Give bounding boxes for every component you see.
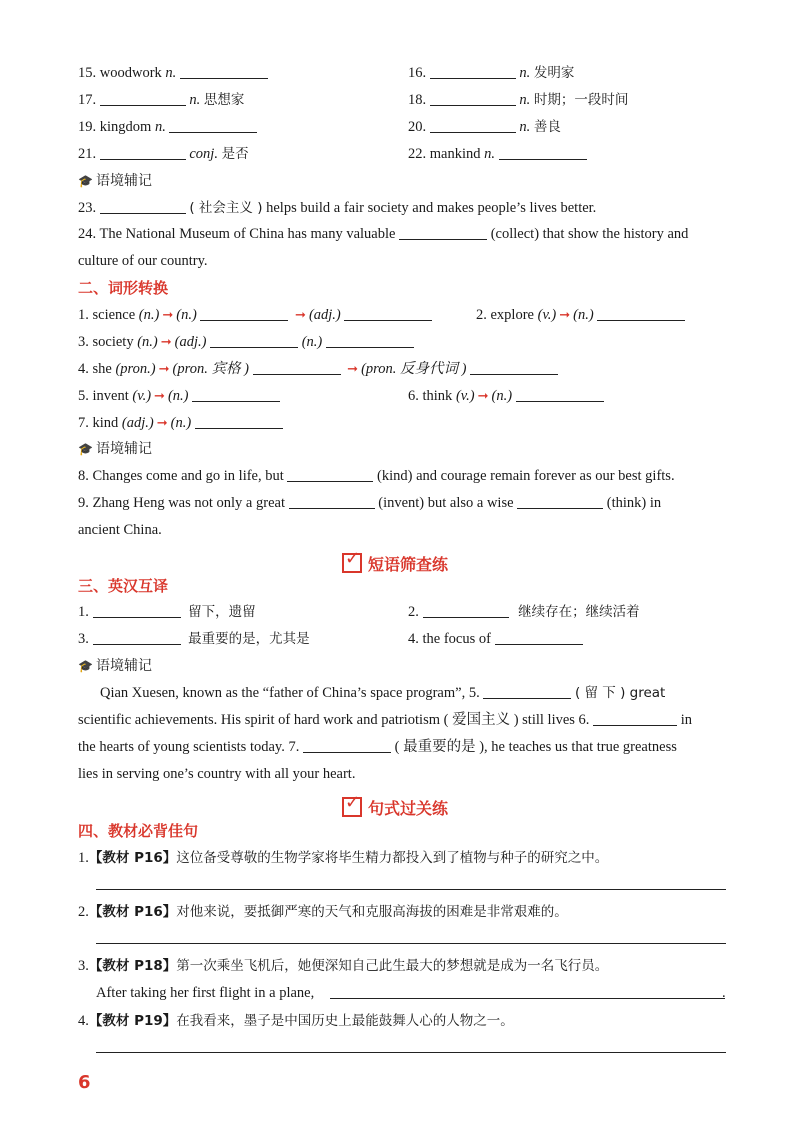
page-number: 6 (78, 1072, 91, 1093)
word-form-1 (78, 306, 432, 325)
answer-blank[interactable] (93, 630, 181, 645)
part-of-speech: (n.) (491, 388, 513, 404)
answer-line[interactable] (330, 998, 725, 999)
passage-line-2 (78, 711, 692, 729)
arrow-icon: ➞ (559, 308, 571, 323)
sentence-text: 8. Changes come and go in life, but (78, 468, 284, 484)
item-text: 22. mankind (408, 146, 481, 162)
chinese-sentence: 这位备受尊敬的生物学家将毕生精力都投入到了植物与种子的研究之中。 (176, 850, 609, 866)
answer-blank[interactable] (289, 494, 375, 509)
answer-blank[interactable] (253, 360, 341, 375)
answer-blank[interactable] (169, 118, 257, 133)
sentence-text: 24. The National Museum of China has many valuable (78, 226, 396, 242)
part-of-speech: (n.) (176, 307, 197, 323)
item-number: 23. (78, 200, 97, 216)
vocab-item-21 (78, 145, 249, 163)
arrow-icon: ➞ (347, 362, 359, 377)
answer-blank[interactable] (326, 333, 414, 348)
part-of-speech: (adj.) (121, 415, 154, 431)
answer-line[interactable] (96, 943, 726, 944)
arrow-icon: ➞ (154, 389, 165, 404)
item-number: 2. (408, 604, 419, 620)
part-of-speech: (n.) (167, 388, 189, 404)
translation-item-2 (78, 903, 568, 921)
arrow-icon: ➞ (295, 308, 306, 323)
item-text: 15. woodwork (78, 65, 162, 81)
context-label (78, 172, 152, 190)
textbook-tag: 【教材 P16】 (88, 850, 177, 866)
phrase-item-2 (408, 603, 640, 621)
part-of-speech: n. (519, 119, 531, 135)
item-number: 18. (408, 92, 427, 108)
meaning: 思想家 (203, 92, 245, 108)
item-number: 1. (78, 850, 89, 866)
word: 6. think (408, 388, 453, 404)
word: 1. science (78, 307, 136, 323)
phrase-item-4 (408, 630, 583, 648)
sentence-text: (invent) but also a wise (378, 495, 514, 511)
sentence-text: (kind) and courage remain forever as our best gifts. (377, 468, 675, 484)
context-label-text: 语境辅记 (95, 173, 152, 189)
sentence-text: helps build a fair society and makes people’s lives better. (266, 200, 597, 216)
item-number: 3. (78, 631, 89, 647)
word-form-7 (78, 414, 283, 433)
meaning: 继续存在；继续活着 (518, 604, 640, 620)
item-number: 4. (78, 1013, 89, 1029)
item-number: 20. (408, 119, 427, 135)
vocab-item-20 (408, 118, 561, 136)
part-of-speech: (adj.) (308, 307, 341, 323)
answer-blank[interactable] (180, 64, 268, 79)
passage-text: ( 留 下 ) great (574, 685, 666, 701)
phrase-item-3 (78, 630, 310, 648)
vocab-item-19 (78, 118, 257, 136)
part-of-speech: n. (519, 92, 531, 108)
answer-blank[interactable] (430, 64, 516, 79)
meaning: 留下，遗留 (188, 604, 256, 620)
sentence-continuation: culture of our country. (78, 253, 208, 269)
sentence-24 (78, 225, 688, 243)
context-label (78, 657, 152, 675)
banner-phrase-practice (342, 553, 448, 575)
answer-line[interactable] (96, 889, 726, 890)
answer-blank[interactable] (517, 494, 603, 509)
period-mark: . (722, 985, 726, 1001)
banner-text: 句式过关练 (368, 799, 449, 818)
word-form-6 (408, 387, 604, 406)
part-of-speech: (n.) (170, 415, 192, 431)
chinese-sentence: 在我看来，墨子是中国历史上最能鼓舞人心的人物之一。 (176, 1013, 514, 1029)
item-number: 16. (408, 65, 427, 81)
meaning: 发明家 (533, 65, 575, 81)
part-of-speech: (v.) (132, 388, 152, 404)
word: 3. society (78, 334, 134, 350)
sentence-9 (78, 494, 661, 512)
chinese-sentence: 对他来说，要抵御严寒的天气和克服高海拔的困难是非常艰难的。 (176, 904, 568, 920)
item-number: 1. (78, 604, 89, 620)
answer-blank[interactable] (200, 306, 288, 321)
textbook-tag: 【教材 P19】 (88, 1013, 177, 1029)
passage-line-1 (100, 684, 665, 702)
graduation-cap-icon: 🎓 (78, 174, 93, 188)
answer-blank[interactable] (100, 91, 186, 106)
part-of-speech: n. (189, 92, 201, 108)
answer-blank[interactable] (593, 711, 677, 726)
answer-blank[interactable] (344, 306, 432, 321)
part-of-speech: (pron.) (115, 361, 156, 377)
passage-text: scientific achievements. His spirit of hard work and patriotism ( 爱国主义 ) still lives 6. (78, 712, 590, 728)
english-lead: After taking her first flight in a plane, (96, 985, 315, 1001)
banner-text: 短语筛查练 (368, 555, 449, 574)
answer-blank[interactable] (470, 360, 558, 375)
word: 7. kind (78, 415, 119, 431)
checkbox-check-icon (342, 553, 362, 573)
banner-sentence-practice (342, 797, 448, 819)
answer-blank[interactable] (423, 603, 509, 618)
vocab-item-18 (408, 91, 628, 109)
word: 5. invent (78, 388, 129, 404)
word-form-3 (78, 333, 414, 352)
answer-blank[interactable] (210, 333, 298, 348)
arrow-icon: ➞ (156, 416, 168, 431)
item-number: 17. (78, 92, 97, 108)
part-of-speech: (pron. 宾格 ) (172, 361, 249, 377)
word-form-4 (78, 360, 558, 379)
meaning: 最重要的是，尤其是 (188, 631, 310, 647)
section-title: 四、教材必背佳句 (78, 822, 199, 840)
item-text: 4. the focus of (408, 631, 491, 647)
section-title: 三、英汉互译 (78, 577, 169, 595)
passage-text: the hearts of young scientists today. 7. (78, 739, 300, 755)
part-of-speech: (adj.) (174, 334, 207, 350)
passage-text: ( 最重要的是 ), he teaches us that true greatness (394, 739, 677, 755)
part-of-speech: (v.) (537, 307, 557, 323)
answer-blank[interactable] (483, 684, 571, 699)
answer-blank[interactable] (499, 145, 587, 160)
item-number: 21. (78, 146, 97, 162)
vocab-item-15 (78, 64, 268, 82)
textbook-tag: 【教材 P18】 (88, 958, 177, 974)
vocab-item-17 (78, 91, 244, 109)
answer-blank[interactable] (303, 738, 391, 753)
translation-item-4 (78, 1012, 514, 1030)
answer-blank[interactable] (93, 603, 181, 618)
textbook-tag: 【教材 P16】 (88, 904, 177, 920)
vocab-item-16 (408, 64, 574, 82)
passage-text: in (680, 712, 692, 728)
part-of-speech: (n.) (138, 307, 160, 323)
answer-blank[interactable] (495, 630, 583, 645)
part-of-speech: conj. (189, 146, 218, 162)
section-title: 二、词形转换 (78, 279, 169, 297)
sentence-23 (78, 199, 596, 217)
translation-item-1 (78, 849, 608, 867)
part-of-speech: (v.) (455, 388, 475, 404)
passage-line-3 (78, 738, 677, 756)
meaning: 善良 (533, 119, 561, 135)
part-of-speech: n. (519, 65, 531, 81)
phrase-item-1 (78, 603, 256, 621)
arrow-icon: ➞ (158, 362, 170, 377)
arrow-icon: ➞ (477, 389, 489, 404)
context-label-text: 语境辅记 (95, 441, 152, 457)
answer-blank[interactable] (100, 199, 186, 214)
part-of-speech: (n.) (301, 334, 323, 350)
answer-blank[interactable] (430, 91, 516, 106)
answer-blank[interactable] (287, 467, 373, 482)
answer-blank[interactable] (430, 118, 516, 133)
meaning: 是否 (221, 146, 249, 162)
item-number: 3. (78, 958, 89, 974)
part-of-speech: (pron. 反身代词 ) (361, 361, 467, 377)
answer-line[interactable] (96, 1052, 726, 1053)
part-of-speech: n. (484, 146, 495, 162)
graduation-cap-icon: 🎓 (78, 442, 93, 456)
word-form-5 (78, 387, 280, 406)
arrow-icon: ➞ (160, 335, 172, 350)
sentence-continuation: ancient China. (78, 522, 162, 538)
context-label-text: 语境辅记 (95, 658, 152, 674)
sentence-text: 9. Zhang Heng was not only a great (78, 495, 285, 511)
answer-blank[interactable] (195, 414, 283, 429)
part-of-speech: n. (154, 119, 166, 135)
context-label (78, 440, 152, 458)
translation-item-3 (78, 957, 608, 975)
item-number: 2. (78, 904, 89, 920)
answer-blank[interactable] (100, 145, 186, 160)
hint: ( 社会主义 ) (189, 200, 263, 216)
part-of-speech: (n.) (573, 307, 594, 323)
word-form-2 (476, 306, 685, 325)
passage-line-4: lies in serving one’s country with all your heart. (78, 766, 356, 782)
part-of-speech: (n.) (137, 334, 158, 350)
meaning: 时期；一段时间 (533, 92, 629, 108)
answer-blank[interactable] (399, 225, 487, 240)
sentence-8 (78, 467, 675, 485)
passage-text: Qian Xuesen, known as the “father of China’s space program”, 5. (100, 685, 480, 701)
graduation-cap-icon: 🎓 (78, 659, 93, 673)
word: 2. explore (476, 307, 534, 323)
answer-blank[interactable] (192, 387, 280, 402)
checkbox-check-icon (342, 797, 362, 817)
item-text: 19. kingdom (78, 119, 152, 135)
vocab-item-22 (408, 145, 587, 163)
arrow-icon: ➞ (162, 308, 174, 323)
answer-blank[interactable] (516, 387, 604, 402)
part-of-speech: n. (165, 65, 177, 81)
word: 4. she (78, 361, 112, 377)
sentence-text: (collect) that show the history and (490, 226, 689, 242)
answer-blank[interactable] (597, 306, 685, 321)
sentence-text: (think) in (606, 495, 662, 511)
chinese-sentence: 第一次乘坐飞机后，她便深知自己此生最大的梦想就是成为一名飞行员。 (176, 958, 609, 974)
translation-lead (96, 984, 314, 1002)
